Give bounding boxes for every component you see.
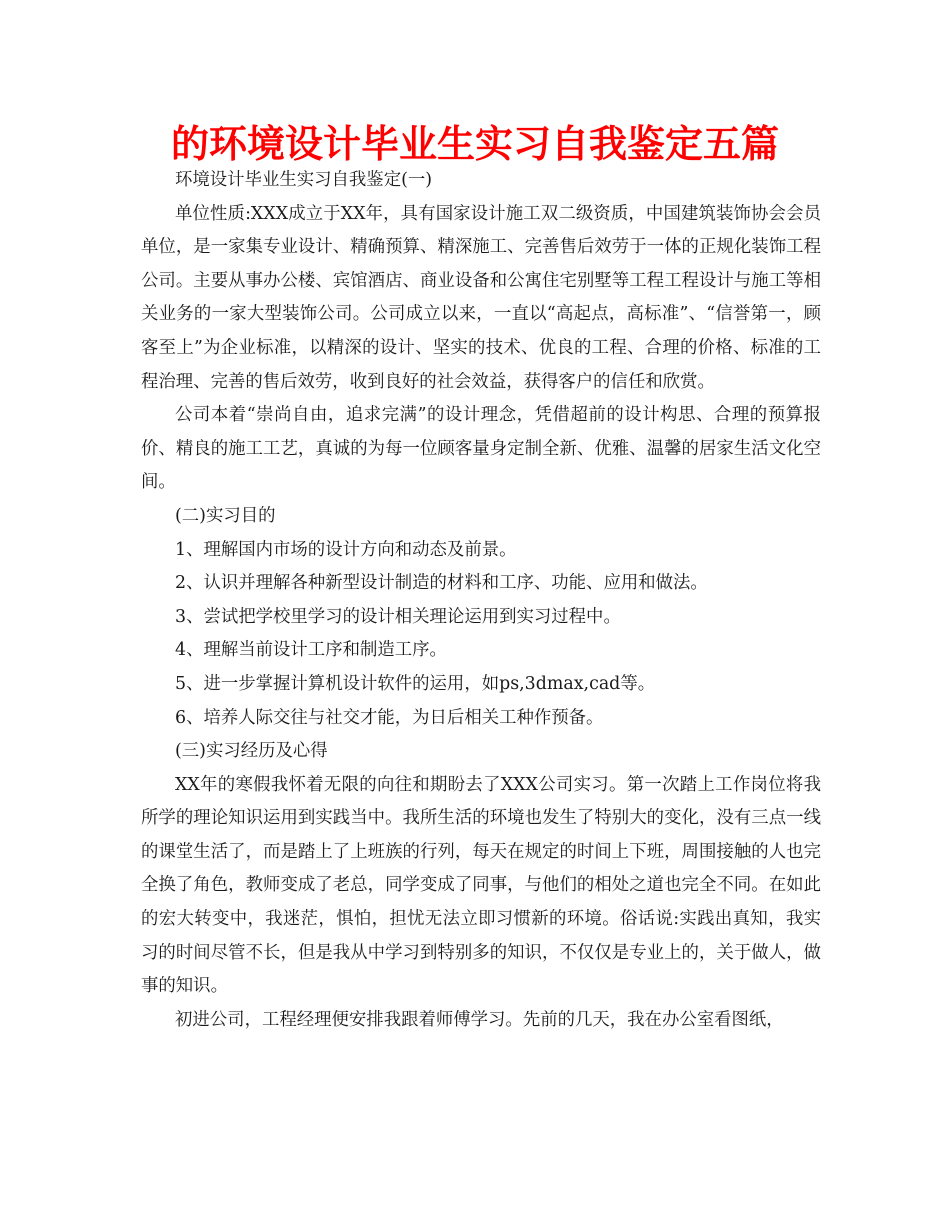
document-title: 的环境设计毕业生实习自我鉴定五篇 <box>170 122 779 166</box>
list-item: 6、培养人际交往与社交才能，为日后相关工种作预备。 <box>175 707 604 728</box>
section-heading-1: 环境设计毕业生实习自我鉴定(一) <box>175 170 433 190</box>
document-body <box>141 164 821 1037</box>
list-item: 2、认识并理解各种新型设计制造的材料和工序、功能、应用和做法。 <box>175 573 708 594</box>
list-item: 1、理解国内市场的设计方向和动态及前景。 <box>175 539 517 560</box>
paragraph-company-profile: 单位性质:XXX成立于XX年，具有国家设计施工双二级资质，中国建筑装饰协会会员单位，是一家集专业设计、精确预算、精深施工、完善售后效劳于一体的正规化装饰工程公司。主要从事办公楼、宾馆酒店、商业设备和公寓住宅别墅等工程工程设计与施工等相关业务的一家大型装饰公司。公司成立以来，一直以“高起点，高标准”、“信誉第一，顾客至上”为企业标准，以精深的设计、坚实的技术、优良的工程、合理的价格、标准的工程治理、完善的售后效劳，收到良好的社会效益，获得客户的信任和欣赏。 <box>141 203 821 392</box>
list-item: 3、尝试把学校里学习的设计相关理论运用到实习过程中。 <box>175 606 621 627</box>
paragraph-internship-start: 初进公司，工程经理便安排我跟着师傅学习。先前的几天，我在办公室看图纸， <box>175 1009 784 1030</box>
list-item: 4、理解当前设计工序和制造工序。 <box>175 640 447 661</box>
list-item: 5、进一步掌握计算机设计软件的运用，如ps,3dmax,cad等。 <box>175 673 656 694</box>
section-heading-2: (二)实习目的 <box>175 505 276 526</box>
paragraph-internship-experience: XX年的寒假我怀着无限的向往和期盼去了XXX公司实习。第一次踏上工作岗位将我所学的理论知识运用到实践当中。我所生活的环境也发生了特别大的变化，没有三点一线的课堂生活了，而是踏上了上班族的行列，每天在规定的时间上下班，周围接触的人也完全换了角色，教师变成了老总，同学变成了同事，与他们的相处之道也完全不同。在如此的宏大转变中，我迷茫，惧怕，担忧无法立即习惯新的环境。俗话说:实践出真知，我实习的时间尽管不长，但是我从中学习到特别多的知识，不仅仅是专业上的，关于做人，做事的知识。 <box>141 774 821 997</box>
section-heading-3: (三)实习经历及心得 <box>175 741 328 762</box>
paragraph-company-philosophy: 公司本着“崇尚自由，追求完满”的设计理念，凭借超前的设计构思、合理的预算报价、精良的施工工艺，真诚的为每一位顾客量身定制全新、优雅、温馨的居家生活文化空间。 <box>141 405 821 493</box>
